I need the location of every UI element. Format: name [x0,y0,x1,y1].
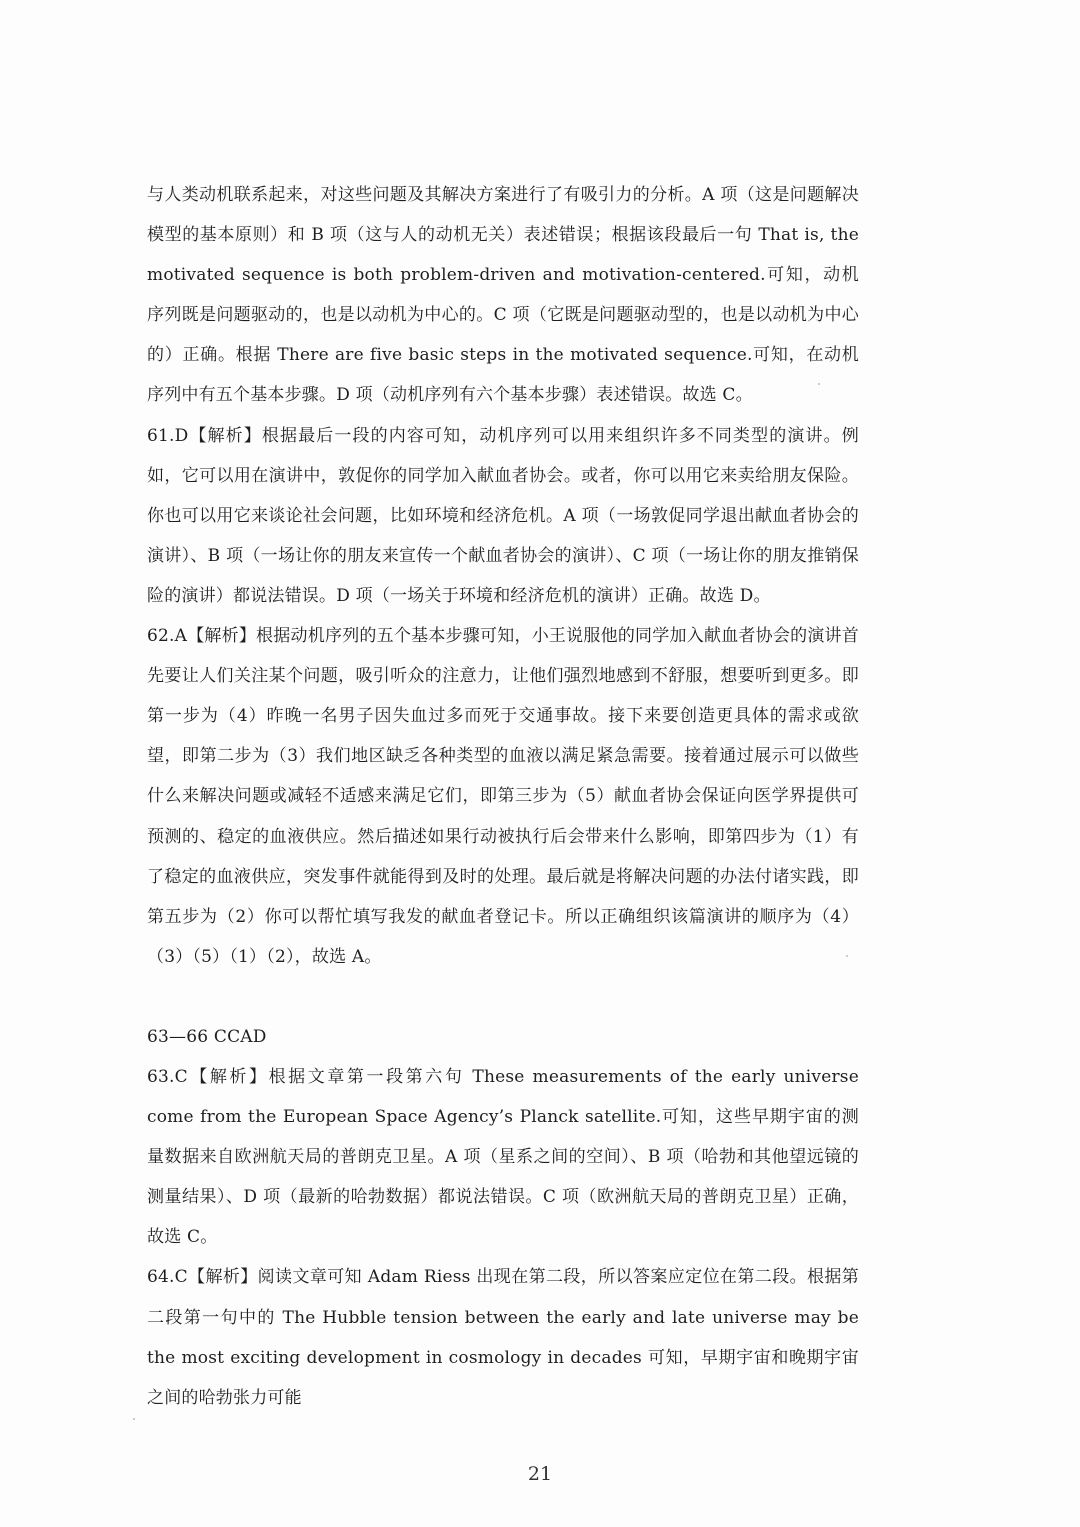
scan-speck [846,955,848,957]
paragraph-answer-62: 62.A【解析】根据动机序列的五个基本步骤可知，小王说服他的同学加入献血者协会的演讲首先要让人们关注某个问题，吸引听众的注意力，让他们强烈地感到不舒服，想要听到更多。即第一步为（4）昨晚一名男子因失血过多而死于交通事故。接下来要创造更具体的需求或欲望，即第二步为（3）我们地区缺乏各种类型的血液以满足紧急需要。接着通过展示可以做些什么来解决问题或减轻不适感来满足它们，即第三步为（5）献血者协会保证向医学界提供可预测的、稳定的血液供应。然后描述如果行动被执行后会带来什么影响，即第四步为（1）有了稳定的血液供应，突发事件就能得到及时的处理。最后就是将解决问题的办法付诸实践，即第五步为（2）你可以帮忙填写我发的献血者登记卡。所以正确组织该篇演讲的顺序为（4）（3）（5）（1）（2），故选 A。 [147,626,859,967]
page-number: 21 [527,1463,553,1485]
paragraph-answer-63: 63.C【解析】根据文章第一段第六句 These measurements of the early universe come from the European Space Agency’s Planck satellite.可知，这些早期宇宙的测量数据来自欧洲航天局的普朗克卫星。A 项（星系之间的空间）、B 项（哈勃和其他望远镜的测量结果）、D 项（最新的哈勃数据）都说法错误。C 项（欧洲航天局的普朗克卫星）正确，故选 C。 [147,1066,859,1248]
scan-speck [818,383,820,385]
paragraph-answer-64: 64.C【解析】阅读文章可知 Adam Riess 出现在第二段，所以答案应定位在第二段。根据第二段第一句中的 The Hubble tension between the early and late universe may be the most exciting development in cosmology in decades 可知，早期宇宙和晚期宇宙之间的哈勃张力可能 [147,1267,859,1408]
document-body [147,175,859,1418]
paragraph-continuation-60: 与人类动机联系起来，对这些问题及其解决方案进行了有吸引力的分析。A 项（这是问题解决模型的基本原则）和 B 项（这与人的动机无关）表述错误；根据该段最后一句 That is, the motivated sequence is both problem-driven and motivation-centered.可知，动机序列既是问题驱动的，也是以动机为中心的。C 项（它既是问题驱动型的，也是以动机为中心的）正确。根据 There are five basic steps in the motivated sequence.可知，在动机序列中有五个基本步骤。D 项（动机序列有六个基本步骤）表述错误。故选 C。 [147,185,859,406]
answer-key-63-66: 63—66 CCAD [147,1026,267,1047]
paragraph-answer-61: 61.D【解析】根据最后一段的内容可知，动机序列可以用来组织许多不同类型的演讲。例如，它可以用在演讲中，敦促你的同学加入献血者协会。或者，你可以用它来卖给朋友保险。你也可以用它来谈论社会问题，比如环境和经济危机。A 项（一场敦促同学退出献血者协会的演讲）、B 项（一场让你的朋友来宣传一个献血者协会的演讲）、C 项（一场让你的朋友推销保险的演讲）都说法错误。D 项（一场关于环境和经济危机的演讲）正确。故选 D。 [147,425,859,606]
scan-speck [133,1418,135,1420]
